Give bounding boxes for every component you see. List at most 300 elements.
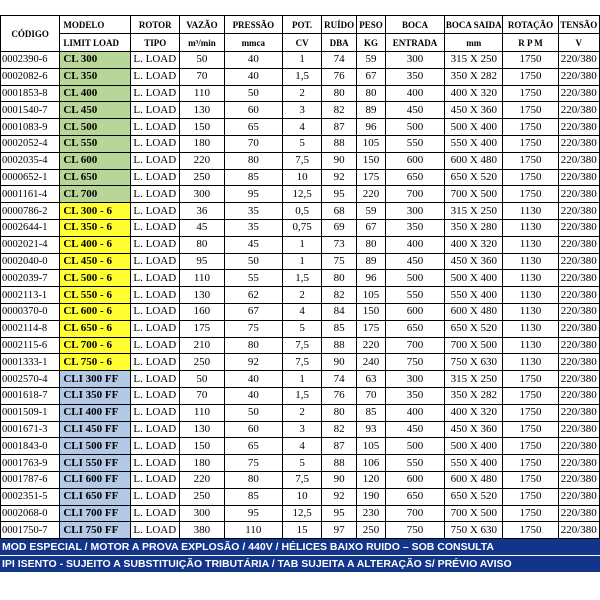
cell-rotacao: 1130 bbox=[503, 320, 558, 337]
cell-modelo: CLI 750 FF bbox=[60, 522, 131, 539]
table-row bbox=[1, 303, 600, 320]
cell-rotacao: 1750 bbox=[503, 102, 558, 119]
cell-rotor: L. LOAD bbox=[131, 119, 180, 136]
cell-peso: 106 bbox=[357, 455, 386, 472]
cell-ruido: 97 bbox=[322, 522, 357, 539]
cell-modelo: CLI 500 FF bbox=[60, 438, 131, 455]
cell-rotor: L. LOAD bbox=[131, 438, 180, 455]
cell-modelo: CL 500 - 6 bbox=[60, 270, 131, 287]
cell-ruido: 92 bbox=[322, 488, 357, 505]
cell-tensao: 220/380 bbox=[558, 320, 599, 337]
cell-vazao: 220 bbox=[180, 471, 225, 488]
cell-boca-saida: 600 X 480 bbox=[445, 152, 503, 169]
cell-codigo: 0001843-0 bbox=[1, 438, 60, 455]
cell-peso: 105 bbox=[357, 135, 386, 152]
cell-peso: 220 bbox=[357, 337, 386, 354]
cell-boca-saida: 500 X 400 bbox=[445, 270, 503, 287]
header-modelo-sub: LIMIT LOAD bbox=[60, 34, 131, 52]
cell-pressao: 80 bbox=[224, 471, 282, 488]
cell-boca-entrada: 700 bbox=[385, 186, 444, 203]
table-row bbox=[1, 85, 600, 102]
cell-pot: 2 bbox=[282, 287, 321, 304]
cell-peso: 89 bbox=[357, 102, 386, 119]
cell-peso: 59 bbox=[357, 52, 386, 69]
cell-codigo: 0002390-6 bbox=[1, 52, 60, 69]
cell-rotor: L. LOAD bbox=[131, 455, 180, 472]
cell-tensao: 220/380 bbox=[558, 219, 599, 236]
cell-rotacao: 1750 bbox=[503, 152, 558, 169]
cell-rotor: L. LOAD bbox=[131, 337, 180, 354]
cell-tensao: 220/380 bbox=[558, 52, 599, 69]
cell-boca-saida: 550 X 400 bbox=[445, 455, 503, 472]
cell-vazao: 300 bbox=[180, 505, 225, 522]
cell-pressao: 45 bbox=[224, 236, 282, 253]
cell-codigo: 0002644-1 bbox=[1, 219, 60, 236]
cell-rotor: L. LOAD bbox=[131, 303, 180, 320]
cell-ruido: 74 bbox=[322, 52, 357, 69]
cell-vazao: 150 bbox=[180, 119, 225, 136]
cell-pot: 2 bbox=[282, 85, 321, 102]
cell-pressao: 67 bbox=[224, 303, 282, 320]
cell-rotor: L. LOAD bbox=[131, 354, 180, 371]
cell-boca-saida: 350 X 280 bbox=[445, 219, 503, 236]
cell-vazao: 250 bbox=[180, 354, 225, 371]
cell-boca-entrada: 550 bbox=[385, 135, 444, 152]
cell-vazao: 50 bbox=[180, 52, 225, 69]
cell-boca-saida: 450 X 360 bbox=[445, 421, 503, 438]
cell-codigo: 0001083-9 bbox=[1, 119, 60, 136]
cell-boca-saida: 700 X 500 bbox=[445, 186, 503, 203]
cell-rotacao: 1750 bbox=[503, 488, 558, 505]
cell-pressao: 110 bbox=[224, 522, 282, 539]
cell-tensao: 220/380 bbox=[558, 102, 599, 119]
cell-modelo: CL 600 bbox=[60, 152, 131, 169]
cell-boca-saida: 550 X 400 bbox=[445, 287, 503, 304]
cell-pot: 5 bbox=[282, 135, 321, 152]
table-row bbox=[1, 371, 600, 388]
cell-pressao: 80 bbox=[224, 152, 282, 169]
table-row bbox=[1, 320, 600, 337]
cell-boca-saida: 450 X 360 bbox=[445, 253, 503, 270]
table-header bbox=[1, 16, 600, 52]
cell-rotacao: 1750 bbox=[503, 169, 558, 186]
cell-pot: 1,5 bbox=[282, 387, 321, 404]
header-pot-unit: CV bbox=[282, 34, 321, 52]
cell-tensao: 220/380 bbox=[558, 337, 599, 354]
cell-tensao: 220/380 bbox=[558, 236, 599, 253]
cell-rotor: L. LOAD bbox=[131, 219, 180, 236]
cell-tensao: 220/380 bbox=[558, 522, 599, 539]
cell-tensao: 220/380 bbox=[558, 505, 599, 522]
cell-pressao: 50 bbox=[224, 85, 282, 102]
header-pot: POT. bbox=[282, 16, 321, 34]
footer-note-tax: IPI ISENTO - SUJEITO A SUBSTITUIÇÃO TRIBUTÁRIA / TAB SUJEITA A ALTERAÇÃO S/ PRÉVIO AVISO bbox=[0, 556, 600, 573]
cell-pot: 12,5 bbox=[282, 186, 321, 203]
cell-modelo: CL 550 - 6 bbox=[60, 287, 131, 304]
cell-pot: 7,5 bbox=[282, 354, 321, 371]
table-row bbox=[1, 102, 600, 119]
table-body bbox=[1, 52, 600, 539]
cell-rotacao: 1130 bbox=[503, 337, 558, 354]
footer-note-special: MOD ESPECIAL / MOTOR A PROVA EXPLOSÃO / 440V / HÉLICES BAIXO RUIDO – SOB CONSULTA bbox=[0, 539, 600, 556]
cell-rotor: L. LOAD bbox=[131, 387, 180, 404]
cell-ruido: 74 bbox=[322, 371, 357, 388]
cell-tensao: 220/380 bbox=[558, 152, 599, 169]
cell-rotacao: 1130 bbox=[503, 270, 558, 287]
cell-boca-saida: 400 X 320 bbox=[445, 404, 503, 421]
cell-boca-entrada: 400 bbox=[385, 85, 444, 102]
cell-pressao: 65 bbox=[224, 119, 282, 136]
cell-rotacao: 1750 bbox=[503, 186, 558, 203]
cell-pressao: 35 bbox=[224, 219, 282, 236]
cell-pot: 3 bbox=[282, 102, 321, 119]
cell-tensao: 220/380 bbox=[558, 68, 599, 85]
cell-ruido: 75 bbox=[322, 253, 357, 270]
header-rotor-sub: TIPO bbox=[131, 34, 180, 52]
cell-boca-saida: 350 X 282 bbox=[445, 68, 503, 85]
cell-boca-entrada: 700 bbox=[385, 505, 444, 522]
cell-rotor: L. LOAD bbox=[131, 488, 180, 505]
cell-boca-saida: 700 X 500 bbox=[445, 337, 503, 354]
cell-boca-entrada: 600 bbox=[385, 303, 444, 320]
cell-codigo: 0002021-4 bbox=[1, 236, 60, 253]
cell-peso: 175 bbox=[357, 320, 386, 337]
cell-rotor: L. LOAD bbox=[131, 522, 180, 539]
cell-codigo: 0002039-7 bbox=[1, 270, 60, 287]
cell-codigo: 0002570-4 bbox=[1, 371, 60, 388]
header-vazao-unit: m³/min bbox=[180, 34, 225, 52]
cell-peso: 59 bbox=[357, 203, 386, 220]
table-row bbox=[1, 203, 600, 220]
cell-codigo: 0001161-4 bbox=[1, 186, 60, 203]
cell-pressao: 92 bbox=[224, 354, 282, 371]
table-row bbox=[1, 505, 600, 522]
cell-rotacao: 1750 bbox=[503, 135, 558, 152]
cell-pressao: 40 bbox=[224, 387, 282, 404]
cell-ruido: 68 bbox=[322, 203, 357, 220]
cell-rotacao: 1750 bbox=[503, 421, 558, 438]
header-peso: PESO bbox=[357, 16, 386, 34]
cell-rotacao: 1130 bbox=[503, 287, 558, 304]
cell-pot: 10 bbox=[282, 488, 321, 505]
cell-rotacao: 1750 bbox=[503, 371, 558, 388]
cell-rotor: L. LOAD bbox=[131, 203, 180, 220]
cell-boca-saida: 450 X 360 bbox=[445, 102, 503, 119]
table-row bbox=[1, 119, 600, 136]
cell-vazao: 180 bbox=[180, 455, 225, 472]
cell-pot: 3 bbox=[282, 421, 321, 438]
cell-pot: 0,5 bbox=[282, 203, 321, 220]
cell-codigo: 0002115-6 bbox=[1, 337, 60, 354]
cell-modelo: CLI 550 FF bbox=[60, 455, 131, 472]
cell-pressao: 95 bbox=[224, 505, 282, 522]
cell-vazao: 110 bbox=[180, 404, 225, 421]
cell-boca-entrada: 600 bbox=[385, 471, 444, 488]
cell-peso: 150 bbox=[357, 152, 386, 169]
table-row bbox=[1, 68, 600, 85]
cell-codigo: 0000370-0 bbox=[1, 303, 60, 320]
cell-boca-saida: 500 X 400 bbox=[445, 119, 503, 136]
cell-pot: 4 bbox=[282, 119, 321, 136]
cell-boca-saida: 650 X 520 bbox=[445, 488, 503, 505]
cell-peso: 89 bbox=[357, 253, 386, 270]
cell-pot: 1 bbox=[282, 371, 321, 388]
cell-vazao: 50 bbox=[180, 371, 225, 388]
cell-pressao: 35 bbox=[224, 203, 282, 220]
cell-boca-entrada: 300 bbox=[385, 203, 444, 220]
cell-tensao: 220/380 bbox=[558, 455, 599, 472]
table-row bbox=[1, 287, 600, 304]
table-row bbox=[1, 438, 600, 455]
cell-rotacao: 1750 bbox=[503, 52, 558, 69]
cell-ruido: 76 bbox=[322, 68, 357, 85]
header-pressao-unit: mmca bbox=[224, 34, 282, 52]
cell-ruido: 69 bbox=[322, 219, 357, 236]
cell-modelo: CLI 650 FF bbox=[60, 488, 131, 505]
cell-boca-saida: 350 X 282 bbox=[445, 387, 503, 404]
header-rotacao-unit: R P M bbox=[503, 34, 558, 52]
cell-ruido: 87 bbox=[322, 438, 357, 455]
cell-rotor: L. LOAD bbox=[131, 135, 180, 152]
cell-tensao: 220/380 bbox=[558, 488, 599, 505]
cell-rotor: L. LOAD bbox=[131, 52, 180, 69]
table-row bbox=[1, 152, 600, 169]
table-row bbox=[1, 219, 600, 236]
cell-pressao: 85 bbox=[224, 169, 282, 186]
cell-boca-entrada: 450 bbox=[385, 421, 444, 438]
cell-codigo: 0002052-4 bbox=[1, 135, 60, 152]
cell-boca-saida: 650 X 520 bbox=[445, 169, 503, 186]
cell-boca-saida: 750 X 630 bbox=[445, 522, 503, 539]
cell-pot: 4 bbox=[282, 438, 321, 455]
cell-rotacao: 1750 bbox=[503, 119, 558, 136]
header-modelo: MODELO bbox=[60, 16, 131, 34]
header-rotor: ROTOR bbox=[131, 16, 180, 34]
cell-peso: 230 bbox=[357, 505, 386, 522]
cell-modelo: CL 500 bbox=[60, 119, 131, 136]
cell-rotacao: 1750 bbox=[503, 455, 558, 472]
cell-codigo: 0001750-7 bbox=[1, 522, 60, 539]
cell-rotor: L. LOAD bbox=[131, 169, 180, 186]
table-row bbox=[1, 135, 600, 152]
cell-pot: 1 bbox=[282, 52, 321, 69]
cell-codigo: 0001540-7 bbox=[1, 102, 60, 119]
cell-pot: 12,5 bbox=[282, 505, 321, 522]
cell-rotacao: 1130 bbox=[503, 303, 558, 320]
cell-tensao: 220/380 bbox=[558, 270, 599, 287]
table-row bbox=[1, 421, 600, 438]
cell-tensao: 220/380 bbox=[558, 85, 599, 102]
cell-peso: 175 bbox=[357, 169, 386, 186]
cell-vazao: 250 bbox=[180, 488, 225, 505]
cell-modelo: CL 750 - 6 bbox=[60, 354, 131, 371]
cell-codigo: 0002068-0 bbox=[1, 505, 60, 522]
cell-codigo: 0002113-1 bbox=[1, 287, 60, 304]
cell-pot: 4 bbox=[282, 303, 321, 320]
cell-rotor: L. LOAD bbox=[131, 236, 180, 253]
cell-rotacao: 1130 bbox=[503, 236, 558, 253]
cell-modelo: CL 450 - 6 bbox=[60, 253, 131, 270]
cell-modelo: CL 300 - 6 bbox=[60, 203, 131, 220]
cell-rotor: L. LOAD bbox=[131, 505, 180, 522]
cell-tensao: 220/380 bbox=[558, 404, 599, 421]
cell-codigo: 0001509-1 bbox=[1, 404, 60, 421]
cell-modelo: CL 400 - 6 bbox=[60, 236, 131, 253]
cell-rotor: L. LOAD bbox=[131, 320, 180, 337]
cell-codigo: 0001671-3 bbox=[1, 421, 60, 438]
cell-tensao: 220/380 bbox=[558, 354, 599, 371]
table-row bbox=[1, 522, 600, 539]
cell-peso: 96 bbox=[357, 119, 386, 136]
cell-boca-entrada: 650 bbox=[385, 320, 444, 337]
cell-ruido: 95 bbox=[322, 186, 357, 203]
cell-boca-entrada: 300 bbox=[385, 371, 444, 388]
cell-modelo: CL 350 - 6 bbox=[60, 219, 131, 236]
cell-ruido: 88 bbox=[322, 135, 357, 152]
cell-boca-entrada: 650 bbox=[385, 169, 444, 186]
cell-rotor: L. LOAD bbox=[131, 421, 180, 438]
cell-rotacao: 1750 bbox=[503, 522, 558, 539]
cell-pressao: 75 bbox=[224, 455, 282, 472]
cell-ruido: 90 bbox=[322, 354, 357, 371]
cell-vazao: 110 bbox=[180, 270, 225, 287]
cell-codigo: 0000652-1 bbox=[1, 169, 60, 186]
cell-codigo: 0002351-5 bbox=[1, 488, 60, 505]
cell-ruido: 84 bbox=[322, 303, 357, 320]
cell-boca-entrada: 350 bbox=[385, 387, 444, 404]
cell-tensao: 220/380 bbox=[558, 186, 599, 203]
cell-boca-entrada: 450 bbox=[385, 102, 444, 119]
cell-vazao: 45 bbox=[180, 219, 225, 236]
cell-peso: 240 bbox=[357, 354, 386, 371]
cell-pot: 1,5 bbox=[282, 270, 321, 287]
cell-rotacao: 1750 bbox=[503, 85, 558, 102]
cell-pot: 1,5 bbox=[282, 68, 321, 85]
cell-rotacao: 1130 bbox=[503, 219, 558, 236]
product-spec-table bbox=[0, 15, 600, 539]
cell-boca-saida: 500 X 400 bbox=[445, 438, 503, 455]
cell-tensao: 220/380 bbox=[558, 387, 599, 404]
cell-peso: 80 bbox=[357, 236, 386, 253]
header-peso-unit: KG bbox=[357, 34, 386, 52]
cell-boca-entrada: 350 bbox=[385, 219, 444, 236]
cell-ruido: 92 bbox=[322, 169, 357, 186]
cell-modelo: CL 650 bbox=[60, 169, 131, 186]
cell-peso: 80 bbox=[357, 85, 386, 102]
cell-ruido: 85 bbox=[322, 320, 357, 337]
cell-modelo: CL 700 - 6 bbox=[60, 337, 131, 354]
cell-boca-entrada: 500 bbox=[385, 119, 444, 136]
table-row bbox=[1, 387, 600, 404]
cell-pressao: 75 bbox=[224, 320, 282, 337]
cell-pressao: 40 bbox=[224, 68, 282, 85]
cell-pot: 15 bbox=[282, 522, 321, 539]
cell-codigo: 0001853-8 bbox=[1, 85, 60, 102]
cell-modelo: CL 300 bbox=[60, 52, 131, 69]
cell-pot: 7,5 bbox=[282, 337, 321, 354]
cell-tensao: 220/380 bbox=[558, 203, 599, 220]
cell-boca-saida: 700 X 500 bbox=[445, 505, 503, 522]
cell-boca-entrada: 750 bbox=[385, 522, 444, 539]
cell-rotacao: 1750 bbox=[503, 387, 558, 404]
cell-vazao: 210 bbox=[180, 337, 225, 354]
table-row bbox=[1, 404, 600, 421]
cell-pot: 5 bbox=[282, 320, 321, 337]
cell-tensao: 220/380 bbox=[558, 438, 599, 455]
cell-boca-entrada: 500 bbox=[385, 270, 444, 287]
cell-ruido: 90 bbox=[322, 152, 357, 169]
table-row bbox=[1, 236, 600, 253]
cell-ruido: 88 bbox=[322, 455, 357, 472]
cell-modelo: CL 350 bbox=[60, 68, 131, 85]
cell-pot: 7,5 bbox=[282, 152, 321, 169]
cell-pot: 10 bbox=[282, 169, 321, 186]
cell-peso: 190 bbox=[357, 488, 386, 505]
cell-pressao: 65 bbox=[224, 438, 282, 455]
cell-pot: 5 bbox=[282, 455, 321, 472]
table-row bbox=[1, 253, 600, 270]
cell-tensao: 220/380 bbox=[558, 119, 599, 136]
cell-ruido: 95 bbox=[322, 505, 357, 522]
cell-pressao: 60 bbox=[224, 102, 282, 119]
cell-codigo: 0002035-4 bbox=[1, 152, 60, 169]
header-vazao: VAZÃO bbox=[180, 16, 225, 34]
cell-pressao: 70 bbox=[224, 135, 282, 152]
table-row bbox=[1, 270, 600, 287]
cell-vazao: 80 bbox=[180, 236, 225, 253]
cell-peso: 85 bbox=[357, 404, 386, 421]
cell-codigo: 0002082-6 bbox=[1, 68, 60, 85]
cell-tensao: 220/380 bbox=[558, 169, 599, 186]
cell-boca-saida: 315 X 250 bbox=[445, 371, 503, 388]
header-boca-entrada-sub: ENTRADA bbox=[385, 34, 444, 52]
cell-boca-entrada: 400 bbox=[385, 236, 444, 253]
table-row bbox=[1, 455, 600, 472]
cell-rotor: L. LOAD bbox=[131, 152, 180, 169]
cell-peso: 150 bbox=[357, 303, 386, 320]
header-pressao: PRESSÃO bbox=[224, 16, 282, 34]
cell-peso: 96 bbox=[357, 270, 386, 287]
cell-pot: 7,5 bbox=[282, 471, 321, 488]
cell-tensao: 220/380 bbox=[558, 253, 599, 270]
cell-vazao: 250 bbox=[180, 169, 225, 186]
cell-rotor: L. LOAD bbox=[131, 270, 180, 287]
cell-modelo: CLI 450 FF bbox=[60, 421, 131, 438]
cell-rotor: L. LOAD bbox=[131, 471, 180, 488]
cell-boca-saida: 750 X 630 bbox=[445, 354, 503, 371]
table-row bbox=[1, 337, 600, 354]
cell-rotor: L. LOAD bbox=[131, 102, 180, 119]
cell-tensao: 220/380 bbox=[558, 421, 599, 438]
header-rotacao: ROTAÇÃO bbox=[503, 16, 558, 34]
cell-modelo: CLI 600 FF bbox=[60, 471, 131, 488]
cell-modelo: CLI 300 FF bbox=[60, 371, 131, 388]
cell-boca-saida: 400 X 320 bbox=[445, 236, 503, 253]
cell-peso: 105 bbox=[357, 438, 386, 455]
cell-ruido: 82 bbox=[322, 287, 357, 304]
header-tensao-unit: V bbox=[558, 34, 599, 52]
header-ruido-unit: DBA bbox=[322, 34, 357, 52]
cell-rotacao: 1750 bbox=[503, 505, 558, 522]
table-row bbox=[1, 471, 600, 488]
cell-rotor: L. LOAD bbox=[131, 287, 180, 304]
header-codigo: CÓDIGO bbox=[1, 16, 60, 52]
header-tensao: TENSÃO bbox=[558, 16, 599, 34]
cell-pot: 1 bbox=[282, 236, 321, 253]
cell-ruido: 80 bbox=[322, 85, 357, 102]
cell-peso: 250 bbox=[357, 522, 386, 539]
cell-boca-saida: 650 X 520 bbox=[445, 320, 503, 337]
